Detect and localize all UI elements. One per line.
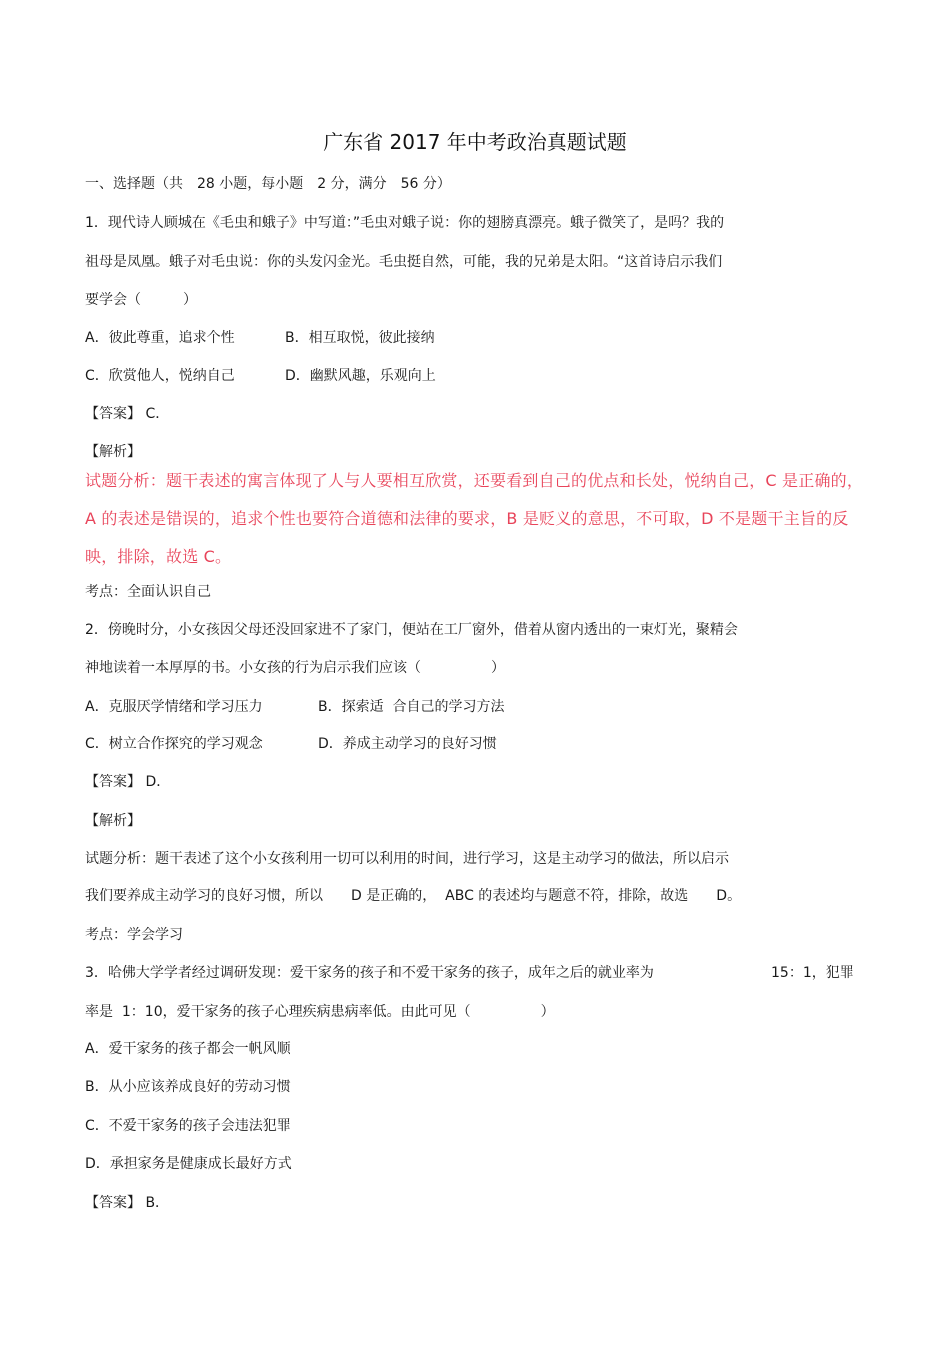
q3-stem-line-1: 3．哈佛大学学者经过调研发现：爱干家务的孩子和不爱干家务的孩子，成年之后的就业率为 [85, 965, 654, 981]
q2-analysis-line-1: 试题分析：题干表述了这个小女孩利用一切可以利用的时间，进行学习，这是主动学习的做法，所以启示 [85, 851, 729, 867]
q2-option-d: D．养成主动学习的良好习惯 [318, 736, 497, 752]
q1-option-d: D．幽默风趣，乐观向上 [285, 368, 436, 384]
q3-answer: 【答案】 B． [85, 1195, 170, 1211]
q1-analysis-line-2: A 的表述是错误的，追求个性也要符合道德和法律的要求，B 是贬义的意思，不可取，D 不是题干主旨的反 [85, 509, 849, 528]
q2-option-b: B．探索适 合自己的学习方法 [318, 699, 505, 715]
q2-stem-line-2: 神地读着一本厚厚的书。小女孩的行为启示我们应该（ ） [85, 660, 505, 676]
q1-option-c: C．欣赏他人，悦纳自己 [85, 368, 235, 384]
q1-stem-line-3: 要学会（ ） [85, 292, 197, 308]
q1-analysis-line-3: 映，排除，故选 C。 [85, 547, 232, 566]
q1-point: 考点：全面认识自己 [85, 584, 211, 600]
q3-stem-line-1-ratio: 15：1，犯罪 [771, 965, 854, 981]
q3-option-a: A．爱干家务的孩子都会一帆风顺 [85, 1041, 291, 1057]
q2-answer: 【答案】 D． [85, 774, 171, 790]
q2-point: 考点：学会学习 [85, 927, 183, 943]
q3-stem-line-2: 率是 1：10，爱干家务的孩子心理疾病患病率低。由此可见（ ） [85, 1004, 555, 1020]
q1-option-a: A．彼此尊重，追求个性 [85, 330, 235, 346]
q1-answer: 【答案】 C． [85, 406, 170, 422]
q2-analysis-line-2: 我们要养成主动学习的良好习惯，所以 D 是正确的， ABC 的表述均与题意不符，排除，故选 D。 [85, 888, 742, 904]
q2-option-a: A．克服厌学情绪和学习压力 [85, 699, 263, 715]
q1-stem-line-2: 祖母是凤凰。蛾子对毛虫说：你的头发闪金光。毛虫挺自然，可能，我的兄弟是太阳。“这首诗启示我们 [85, 254, 723, 270]
q1-analysis-line-1: 试题分析：题干表述的寓言体现了人与人要相互欣赏，还要看到自己的优点和长处，悦纳自己，C 是正确的， [85, 471, 864, 490]
q3-option-b: B．从小应该养成良好的劳动习惯 [85, 1079, 291, 1095]
q1-analysis-label: 【解析】 [85, 444, 141, 460]
q2-analysis-label: 【解析】 [85, 813, 141, 829]
section-heading: 一、选择题（共 28 小题，每小题 2 分，满分 56 分） [85, 176, 451, 192]
q1-stem-line-1: 1．现代诗人顾城在《毛虫和蛾子》中写道：”毛虫对蛾子说：你的翅膀真漂亮。蛾子微笑了，是吗？我的 [85, 215, 725, 231]
page-title: 广东省 2017 年中考政治真题试题 [323, 130, 627, 154]
q3-option-d: D．承担家务是健康成长最好方式 [85, 1156, 292, 1172]
q1-option-b: B．相互取悦，彼此接纳 [285, 330, 435, 346]
q3-option-c: C．不爱干家务的孩子会违法犯罪 [85, 1118, 291, 1134]
q2-option-c: C．树立合作探究的学习观念 [85, 736, 263, 752]
q2-stem-line-1: 2．傍晚时分，小女孩因父母还没回家进不了家门，便站在工厂窗外，借着从窗内透出的一束灯光，聚精会 [85, 622, 738, 638]
